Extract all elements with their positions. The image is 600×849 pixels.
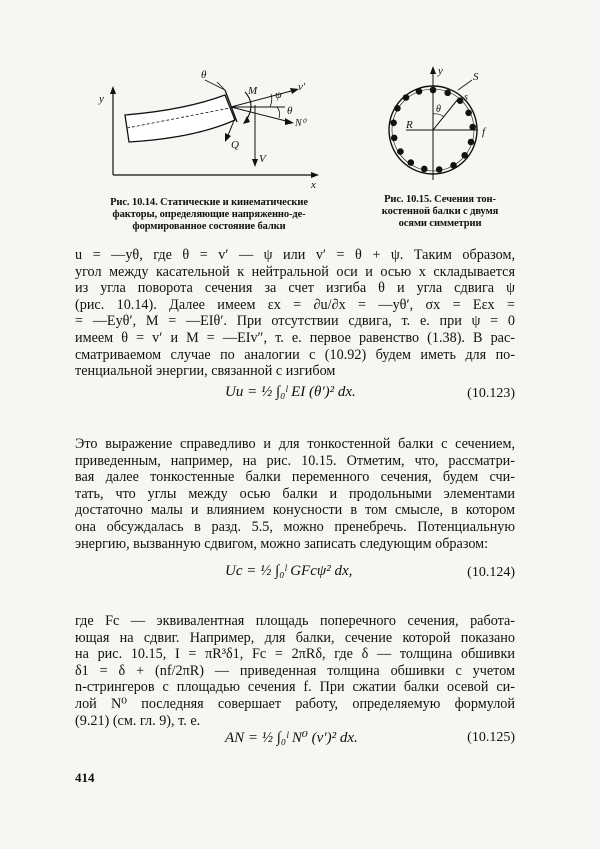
- section-diagram: [378, 62, 498, 190]
- equation-10-124: [75, 551, 515, 601]
- figure-10-14-caption: [78, 197, 340, 233]
- equation-body: Uи = ½ ∫₀ˡ EI (θ′)² dx.: [225, 384, 356, 400]
- section-theta-label: θ: [436, 104, 441, 115]
- text-line: достаточно малы и влиянием конусности в том смысле, в котором: [75, 502, 515, 519]
- paragraph-3: [75, 613, 515, 729]
- text-line: вая далее тонкостенные балки переменного сечения, будем счи-: [75, 469, 515, 486]
- beam-diagram: [85, 60, 330, 195]
- stringer-area-label: f: [482, 126, 486, 138]
- figure-10-15: [378, 62, 498, 190]
- caption-line: Рис. 10.15. Сечения тон-: [384, 194, 496, 205]
- paragraph-2: [75, 436, 515, 552]
- text-line: лой N⁰ последняя совершает работу, определяемую формулой: [75, 695, 515, 712]
- caption-line: факторы, определяющие напряженно-де-: [112, 209, 306, 220]
- caption-line: Рис. 10.14. Статические и кинематические: [110, 197, 308, 208]
- figure-10-15-caption: [360, 194, 520, 230]
- shear-q-label: Q: [231, 139, 239, 151]
- text-line: n-стрингеров с площадью сечения f. При сжатии балки осевой си-: [75, 679, 515, 696]
- text-line: где Fc — эквивалентная площадь поперечного сечения, работа-: [75, 613, 515, 629]
- text-line: сматриваемом случае по аналогии с (10.92) будем иметь для по-: [75, 346, 515, 363]
- section-s-label: s: [464, 92, 468, 103]
- text-line: из угла поворота сечения за счет изгиба θ и угла сдвига ψ: [75, 280, 515, 297]
- theta-label: θ: [201, 69, 207, 81]
- theta2-label: θ: [287, 105, 293, 117]
- text-line: (рис. 10.14). Далее имеем εx = ∂u/∂x = —yθ′, σx = Eεx =: [75, 296, 515, 313]
- equation-number: (10.124): [467, 565, 515, 580]
- equation-number: (10.123): [467, 386, 515, 401]
- axis-x-label: x: [311, 179, 316, 191]
- text-line: приведенным, например, на рис. 10.15. Отметим, что, рассматри-: [75, 452, 515, 469]
- text-line: (9.21) (см. гл. 9), т. е.: [75, 712, 201, 729]
- n0-label: N⁰: [295, 118, 306, 129]
- text-line: она обсуждалась в разд. 5.5, можно пренебречь. Потенциальную: [75, 518, 515, 535]
- equation-body: Uc = ½ ∫₀ˡ GFcψ² dx,: [225, 563, 353, 579]
- psi-label: ψ: [275, 89, 282, 101]
- vprime-label: v′: [298, 81, 306, 93]
- text-line: тенциальной энергии, связанной с изгибом: [75, 363, 336, 380]
- figure-10-14: [85, 60, 330, 195]
- text-line: тать, что углы между осью балки и продольными элементами: [75, 485, 515, 502]
- section-S-label: S: [473, 71, 479, 83]
- radius-label: R: [406, 119, 413, 131]
- equation-number: (10.125): [467, 730, 515, 745]
- text-line: δ1 = δ + (nf/2πR) — приведенная толщина обшивки с учетом: [75, 662, 515, 679]
- text-line: ющая на сдвиг. Например, для балки, сечение которой показано: [75, 629, 515, 646]
- moment-label: M: [248, 85, 258, 97]
- section-y-label: y: [438, 65, 443, 77]
- text-line: на рис. 10.15, I = πR³δ1, Fc = 2πRδ, где δ — толщина обшивки: [75, 646, 515, 663]
- text-line: угол между касательной к нейтральной оси и осью x складывается: [75, 263, 515, 280]
- text-line: u = —yθ, где θ = v′ — ψ или v′ = θ + ψ. Таким образом,: [75, 247, 515, 263]
- text-line: энергию, вызванную сдвигом, можно записать следующим образом:: [75, 535, 489, 552]
- equation-body: AN = ½ ∫₀ˡ N⁰ (v′)² dx.: [225, 730, 358, 746]
- equation-10-123: [75, 372, 515, 422]
- caption-line: костенной балки с двумя: [381, 206, 499, 217]
- text-line: = —Eyθ′, M = —EIθ′. При отсутствии сдвига, т. е. при ψ = 0: [75, 313, 515, 330]
- force-v-label: V: [259, 153, 266, 165]
- axis-y-label: y: [99, 93, 104, 105]
- text-line: имеем θ = v′ и M = —EIv″, т. е. первое равенство (1.38). В рас-: [75, 329, 515, 346]
- caption-line: формированное состояние балки: [132, 221, 286, 232]
- paragraph-1: [75, 247, 515, 380]
- caption-line: осями симметрии: [398, 218, 482, 229]
- equation-10-125: [75, 716, 515, 766]
- text-line: Это выражение справедливо и для тонкостенной балки с сечением,: [75, 436, 515, 452]
- page-number: 414: [75, 770, 95, 785]
